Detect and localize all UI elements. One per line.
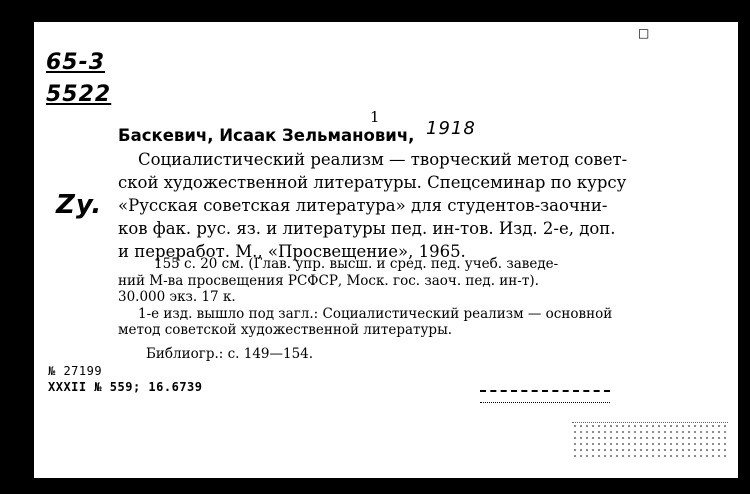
description-line: ской художественной литературы. Спецсеминар по курсу	[118, 173, 627, 192]
scan-border-bottom	[0, 478, 750, 494]
handwritten-side-mark: Zy.	[56, 190, 103, 220]
description-line: ков фак. рус. яз. и литературы пед. ин-тов. Изд. 2-е, доп.	[118, 219, 616, 238]
scan-border-right	[738, 0, 750, 494]
description-line: и переработ. М., «Просвещение», 1965.	[118, 242, 466, 261]
small-line: ний М-ва просвещения РСФСР, Моск. гос. заоч. пед. ин-т).	[118, 272, 539, 289]
author-heading: Баскевич, Исаак Зельманович,	[118, 126, 415, 145]
library-card	[34, 22, 738, 478]
handwritten-year: 1918	[426, 118, 476, 139]
physical-description	[118, 256, 692, 339]
card-number: 1	[370, 108, 380, 126]
small-line: 1-е изд. вышло под загл.: Социалистический реализм — основной	[138, 305, 613, 322]
catalog-number-stamp: № 27199	[48, 364, 103, 378]
scan-border-top	[0, 0, 750, 22]
scan-border-left	[0, 0, 34, 494]
small-line: 30.000 экз. 17 к.	[118, 289, 236, 305]
title-description	[118, 148, 692, 263]
ink-smudge	[480, 390, 610, 403]
handwritten-code-top: 65-3	[46, 50, 106, 75]
small-line: метод советской художественной литературы.	[118, 322, 453, 338]
shelf-code-stamp: XXXII № 559; 16.6739	[48, 380, 203, 394]
description-line: Социалистический реализм — творческий метод совет-	[138, 150, 628, 169]
handwritten-code-bottom: 5522	[46, 82, 112, 107]
bibliography-note: Библиогр.: с. 149—154.	[146, 346, 314, 362]
corner-mark: □	[638, 26, 650, 40]
small-line: 155 с. 20 см. (Глав. упр. высш. и сред. пед. учеб. заведе-	[154, 256, 559, 272]
description-line: «Русская советская литература» для студентов-заочни-	[118, 196, 608, 215]
scan-noise	[572, 422, 728, 459]
